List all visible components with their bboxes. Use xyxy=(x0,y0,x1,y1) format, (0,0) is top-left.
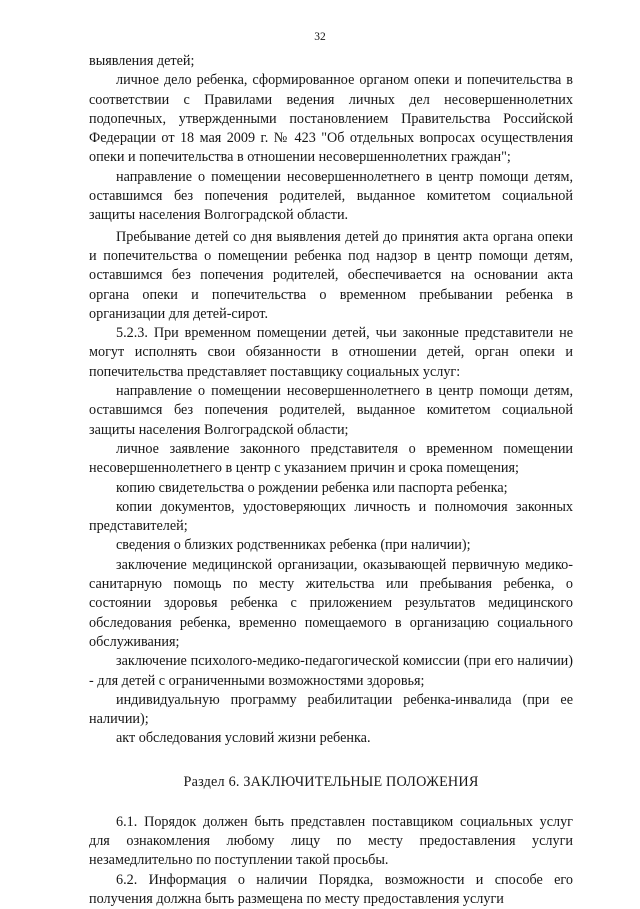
paragraph: направление о помещении несовершеннолетнего в центр помощи детям, оставшимся без попечения родителей, выданное комитетом социальной защиты населения Волгоградской области. xyxy=(89,168,573,224)
page-number: 32 xyxy=(314,31,326,43)
paragraph: личное заявление законного представителя о временном помещении несовершеннолетнего в центр с указанием причин и срока помещения; xyxy=(89,440,573,477)
paragraphs-before-section xyxy=(89,52,573,749)
paragraph: заключение медицинской организации, оказывающей первичную медико-санитарную помощь по месту жительства или пребывания ребенка, о состоянии здоровья ребенка с приложением результатов медицинского обследования ребенка, временно помещаемого в организацию социального обслуживания; xyxy=(89,556,573,650)
paragraph: 6.1. Порядок должен быть представлен поставщиком социальных услуг для ознакомления любому лицу по месту предоставления услуги незамедлительно по поступлении такой просьбы. xyxy=(89,813,573,869)
paragraph: копию свидетельства о рождении ребенка или паспорта ребенка; xyxy=(116,479,508,496)
paragraph: 6.2. Информация о наличии Порядка, возможности и способе его получения должна быть размещена по месту предоставления услуги xyxy=(89,871,573,907)
paragraph: индивидуальную программу реабилитации ребенка-инвалида (при ее наличии); xyxy=(89,691,573,728)
paragraph: Пребывание детей со дня выявления детей до принятия акта органа опеки и попечительства о помещении ребенка под надзор в центр помощи детям, оставшимся без попечения родителей, обеспечивается на основании акта органа опеки и попечительства о временном пребывании ребенка в организации для детей-сирот. xyxy=(89,228,573,322)
paragraph: личное дело ребенка, сформированное органом опеки и попечительства в соответствии с Правилами ведения личных дел несовершеннолетних подопечных, утвержденными постановлением Правительства Российской Федерации от 18 мая 2009 г. № 423 "Об отдельных вопросах осуществления опеки и попечительства в отношении несовершеннолетних граждан"; xyxy=(89,72,573,166)
paragraph: сведения о близких родственниках ребенка (при наличии); xyxy=(116,537,471,554)
paragraph: 5.2.3. При временном помещении детей, чьи законные представители не могут исполнять свои обязанности в отношении детей, орган опеки и попечительства представляет поставщику социальных услуг: xyxy=(89,325,573,380)
paragraph: направление о помещении несовершеннолетнего в центр помощи детям, оставшимся без попечения родителей, выданное комитетом социальной защиты населения Волгоградской области; xyxy=(89,383,573,438)
paragraph: выявления детей; xyxy=(89,53,195,69)
section-heading: Раздел 6. ЗАКЛЮЧИТЕЛЬНЫЕ ПОЛОЖЕНИЯ xyxy=(183,773,479,790)
paragraph: акт обследования условий жизни ребенка. xyxy=(116,730,371,747)
document-body xyxy=(89,52,573,909)
paragraph: заключение психолого-медико-педагогической комиссии (при его наличии) - для детей с ограниченными возможностями здоровья; xyxy=(89,653,573,689)
paragraph: копии документов, удостоверяющих личность и полномочия законных представителей; xyxy=(89,498,573,535)
paragraphs-after-section xyxy=(89,813,573,909)
